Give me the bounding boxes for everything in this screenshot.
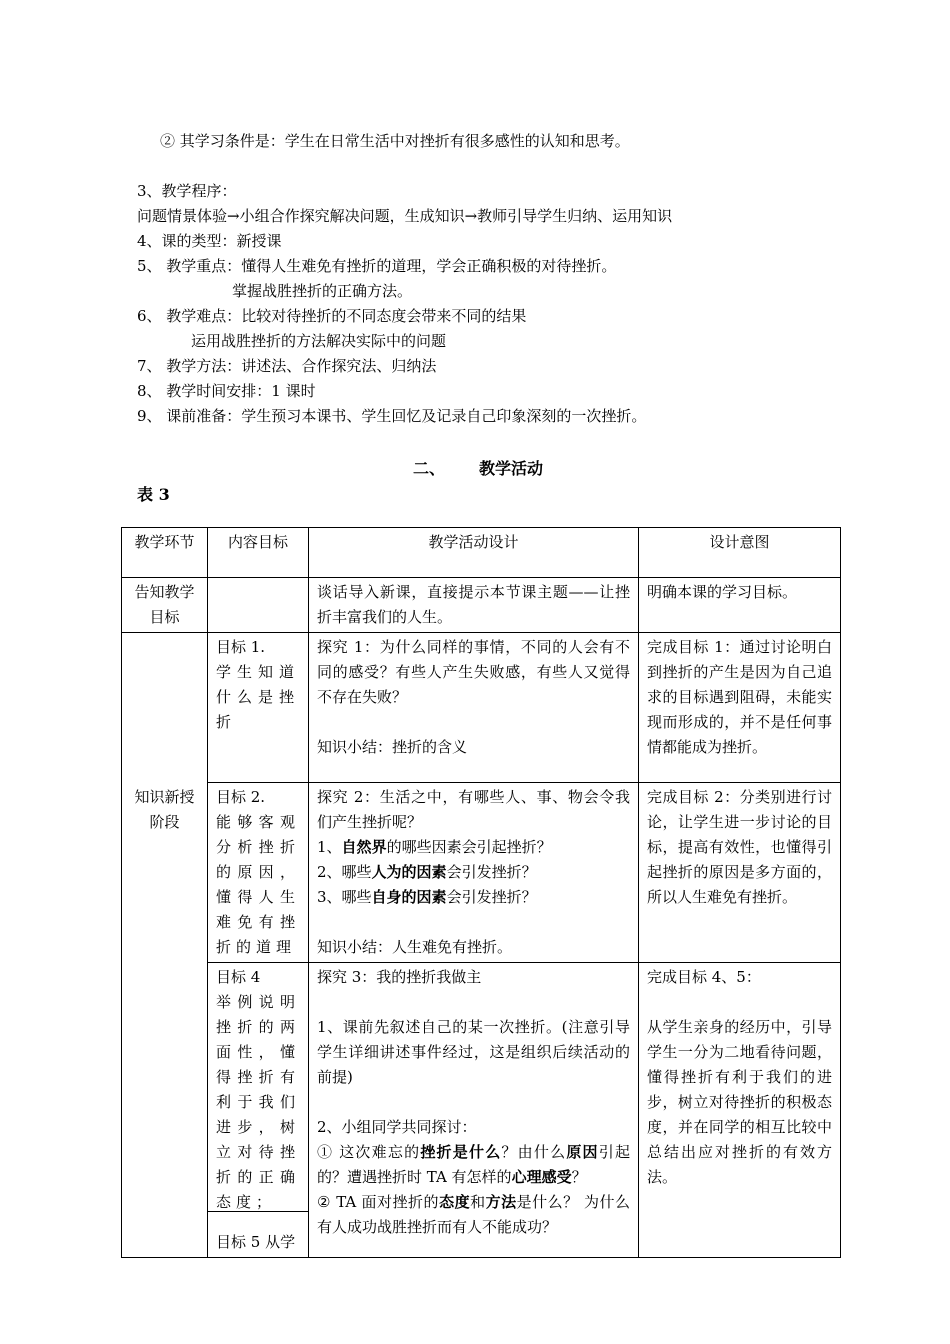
item-3-title: 3、教学程序： xyxy=(137,182,237,200)
activity-step-2: 2、小组同学共同探讨： xyxy=(317,1118,477,1136)
goal-5-title: 目标 5 从学 xyxy=(216,1233,296,1251)
item-4: 4、课的类型：新授课 xyxy=(137,232,282,250)
stage-cell xyxy=(122,633,208,1258)
item-8: 8、 教学时间安排：1 课时 xyxy=(137,382,316,400)
intent-cell: 完成目标 2：分类别进行讨论，让学生进一步讨论的目标，提高有效性，也懂得引起挫折的原因是多方面的，所以人生难免有挫折。 xyxy=(639,783,841,963)
item-6a: 6、 教学难点：比较对待挫折的不同态度会带来不同的结果 xyxy=(137,307,527,325)
item-5b: 掌握战胜挫折的正确方法。 xyxy=(232,282,413,300)
activity-cell xyxy=(309,633,639,783)
goal-5-block xyxy=(208,1212,308,1257)
intent-cell: 明确本课的学习目标。 xyxy=(639,578,841,633)
goal-cell xyxy=(208,578,309,633)
goal-cell xyxy=(208,963,309,1258)
goal-4-block xyxy=(208,963,308,1212)
table-row xyxy=(122,783,841,963)
item-7: 7、 教学方法：讲述法、合作探究法、归纳法 xyxy=(137,357,437,375)
question-3: 3、哪些自身的因素会引发挫折？ xyxy=(317,888,537,906)
goal-title: 目标 1. xyxy=(216,638,266,656)
header-goal: 内容目标 xyxy=(208,528,309,578)
goal-cell xyxy=(208,633,309,783)
activity-step-1: 1、课前先叙述自己的某一次挫折。(注意引导学生详细讲述事件经过，这是组织后续活动的前提) xyxy=(317,1018,630,1086)
activity-cell xyxy=(309,963,639,1258)
activity-summary: 知识小结：挫折的含义 xyxy=(317,738,468,756)
section-number: 二、 xyxy=(413,459,446,478)
activity-summary: 知识小结：人生难免有挫折。 xyxy=(317,938,513,956)
goal-cell xyxy=(208,783,309,963)
activity-table xyxy=(121,527,841,1258)
item-9: 9、 课前准备：学生预习本课书、学生回忆及记录自己印象深刻的一次挫折。 xyxy=(137,407,647,425)
item-2-text: ② 其学习条件是：学生在日常生活中对挫折有很多感性的认知和思考。 xyxy=(160,132,630,150)
goal-title: 目标 4 xyxy=(216,968,261,986)
table-label: 表 3 xyxy=(137,485,170,504)
table-row xyxy=(122,578,841,633)
discussion-b: ② TA 面对挫折的态度和方法是什么？ 为什么有人成功战胜挫折而有人不能成功？ xyxy=(317,1193,630,1236)
goal-body: 能够客观分析挫折的原因，懂得人生难免有挫折的道理 xyxy=(216,813,300,956)
section-title: 教学活动 xyxy=(479,459,544,478)
activity-cell xyxy=(309,783,639,963)
activity-title: 探究 3：我的挫折我做主 xyxy=(317,968,482,986)
goal-body: 举例说明挫折的两面性，懂得挫折有利于我们进步，树立对待挫折的正确态度； xyxy=(216,993,300,1211)
table-row xyxy=(122,633,841,783)
header-intent: 设计意图 xyxy=(639,528,841,578)
item-3-body: 问题情景体验→小组合作探究解决问题，生成知识→教师引导学生归纳、运用知识 xyxy=(137,207,673,225)
table-header-row xyxy=(122,528,841,578)
stage-label: 知识新授阶段 xyxy=(134,788,195,831)
intent-title: 完成目标 4、5： xyxy=(647,968,761,986)
activity-question: 探究 2：生活之中，有哪些人、事、物会令我们产生挫折呢？ xyxy=(317,788,630,831)
item-5a: 5、 教学重点：懂得人生难免有挫折的道理，学会正确积极的对待挫折。 xyxy=(137,257,617,275)
discussion-a: ① 这次难忘的挫折是什么？由什么原因引起的？遭遇挫折时 TA 有怎样的心理感受？ xyxy=(317,1143,630,1186)
question-2: 2、哪些人为的因素会引发挫折？ xyxy=(317,863,537,881)
goal-title: 目标 2. xyxy=(216,788,266,806)
stage-cell: 告知教学目标 xyxy=(122,578,208,633)
table-row xyxy=(122,963,841,1258)
activity-cell: 谈话导入新课，直接提示本节课主题——让挫折丰富我们的人生。 xyxy=(309,578,639,633)
question-1: 1、自然界的哪些因素会引起挫折？ xyxy=(317,838,552,856)
item-6b: 运用战胜挫折的方法解决实际中的问题 xyxy=(191,332,447,350)
intent-cell xyxy=(639,963,841,1258)
intent-cell: 完成目标 1：通过讨论明白到挫折的产生是因为自己追求的目标遇到阻碍，未能实现而形成的，并不是任何事情都能成为挫折。 xyxy=(639,633,841,783)
activity-question: 探究 1：为什么同样的事情，不同的人会有不同的感受？有些人产生失败感，有些人又觉得不存在失败？ xyxy=(317,638,630,706)
header-stage: 教学环节 xyxy=(122,528,208,578)
goal-body: 学生知道什么是挫折 xyxy=(216,663,301,731)
header-activity: 教学活动设计 xyxy=(309,528,639,578)
intent-body: 从学生亲身的经历中，引导学生一分为二地看待问题，懂得挫折有利于我们的进步，树立对待挫折的积极态度，并在同学的相互比较中总结出应对挫折的有效方法。 xyxy=(647,1018,832,1186)
